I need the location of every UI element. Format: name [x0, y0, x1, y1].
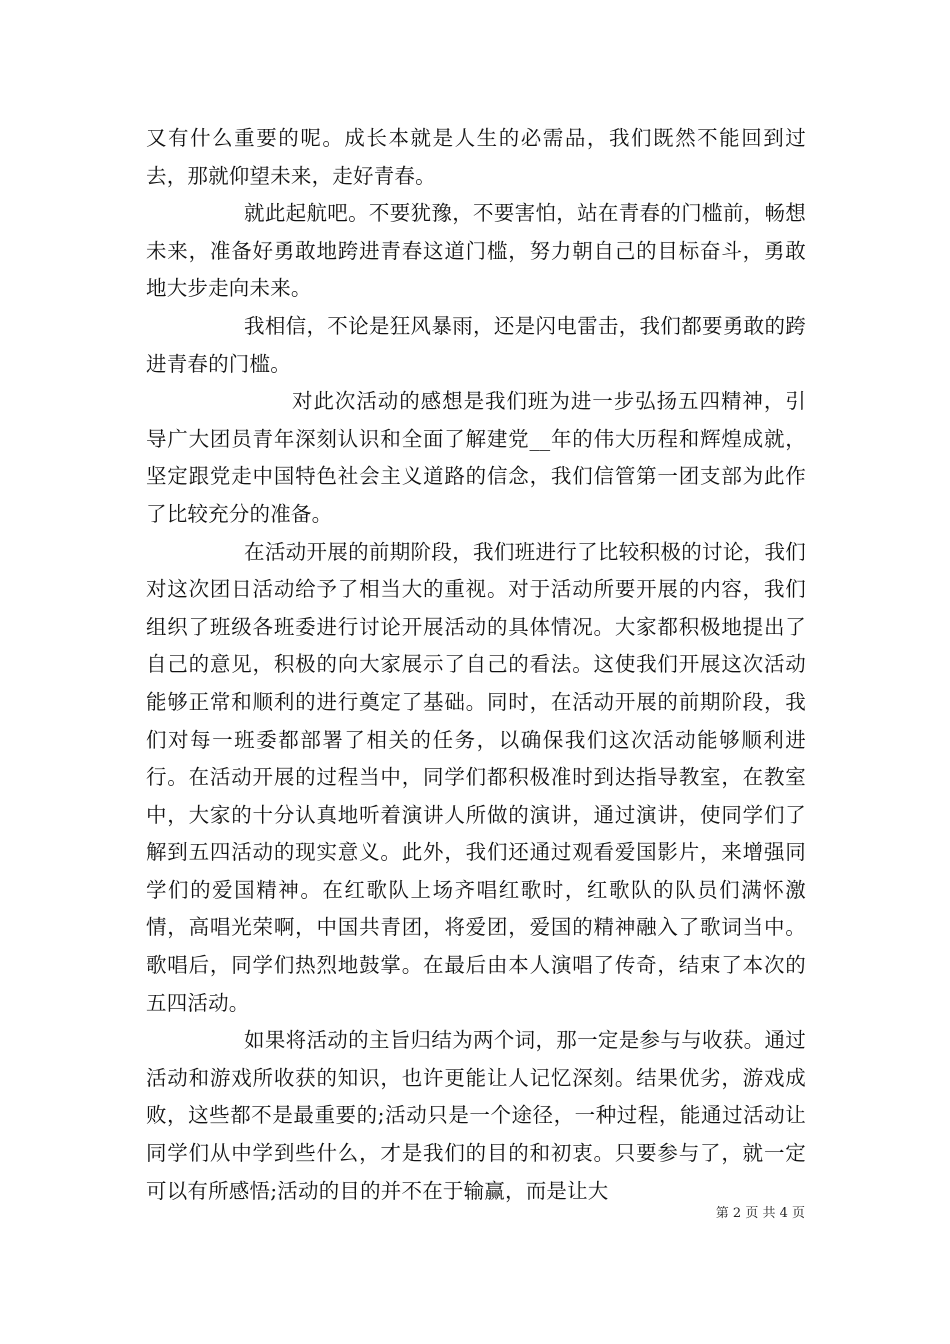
document-body [146, 120, 806, 1210]
paragraph-4: 对此次活动的感想是我们班为进一步弘扬五四精神，引导广大团员青年深刻认识和全面了解建党__年的伟大历程和辉煌成就，坚定跟党走中国特色社会主义道路的信念，我们信管第一团支部为此作了比较充分的准备。 [146, 389, 806, 526]
page-number-footer: 第 2 页 共 4 页 [715, 1206, 805, 1221]
paragraph-6: 如果将活动的主旨归结为两个词，那一定是参与与收获。通过活动和游戏所收获的知识，也许更能让人记忆深刻。结果优劣，游戏成败，这些都不是最重要的;活动只是一个途径，一种过程，能通过活动让同学们从中学到些什么，才是我们的目的和初衷。只要参与了，就一定可以有所感悟;活动的目的并不在于输赢，而是让大 [146, 1028, 806, 1203]
paragraph-1: 又有什么重要的呢。成长本就是人生的必需品，我们既然不能回到过去，那就仰望未来，走好青春。 [146, 126, 806, 188]
paragraph-3: 我相信，不论是狂风暴雨，还是闪电雷击，我们都要勇敢的跨进青春的门槛。 [146, 313, 806, 376]
paragraph-2: 就此起航吧。不要犹豫，不要害怕，站在青春的门槛前，畅想未来，准备好勇敢地跨进青春这道门槛，努力朝自己的目标奋斗，勇敢地大步走向未来。 [146, 201, 806, 301]
paragraph-5: 在活动开展的前期阶段，我们班进行了比较积极的讨论，我们对这次团日活动给予了相当大的重视。对于活动所要开展的内容，我们组织了班级各班委进行讨论开展活动的具体情况。大家都积极地提出了自己的意见，积极的向大家展示了自己的看法。这使我们开展这次活动能够正常和顺利的进行奠定了基础。同时，在活动开展的前期阶段，我们对每一班委都部署了相关的任务，以确保我们这次活动能够顺利进行。在活动开展的过程当中，同学们都积极准时到达指导教室，在教室中，大家的十分认真地听着演讲人所做的演讲，通过演讲，使同学们了解到五四活动的现实意义。此外，我们还通过观看爱国影片，来增强同学们的爱国精神。在红歌队上场齐唱红歌时，红歌队的队员们满怀激情，高唱光荣啊，中国共青团，将爱团，爱国的精神融入了歌词当中。歌唱后，同学们热烈地鼓掌。在最后由本人演唱了传奇，结束了本次的五四活动。 [146, 539, 806, 1015]
